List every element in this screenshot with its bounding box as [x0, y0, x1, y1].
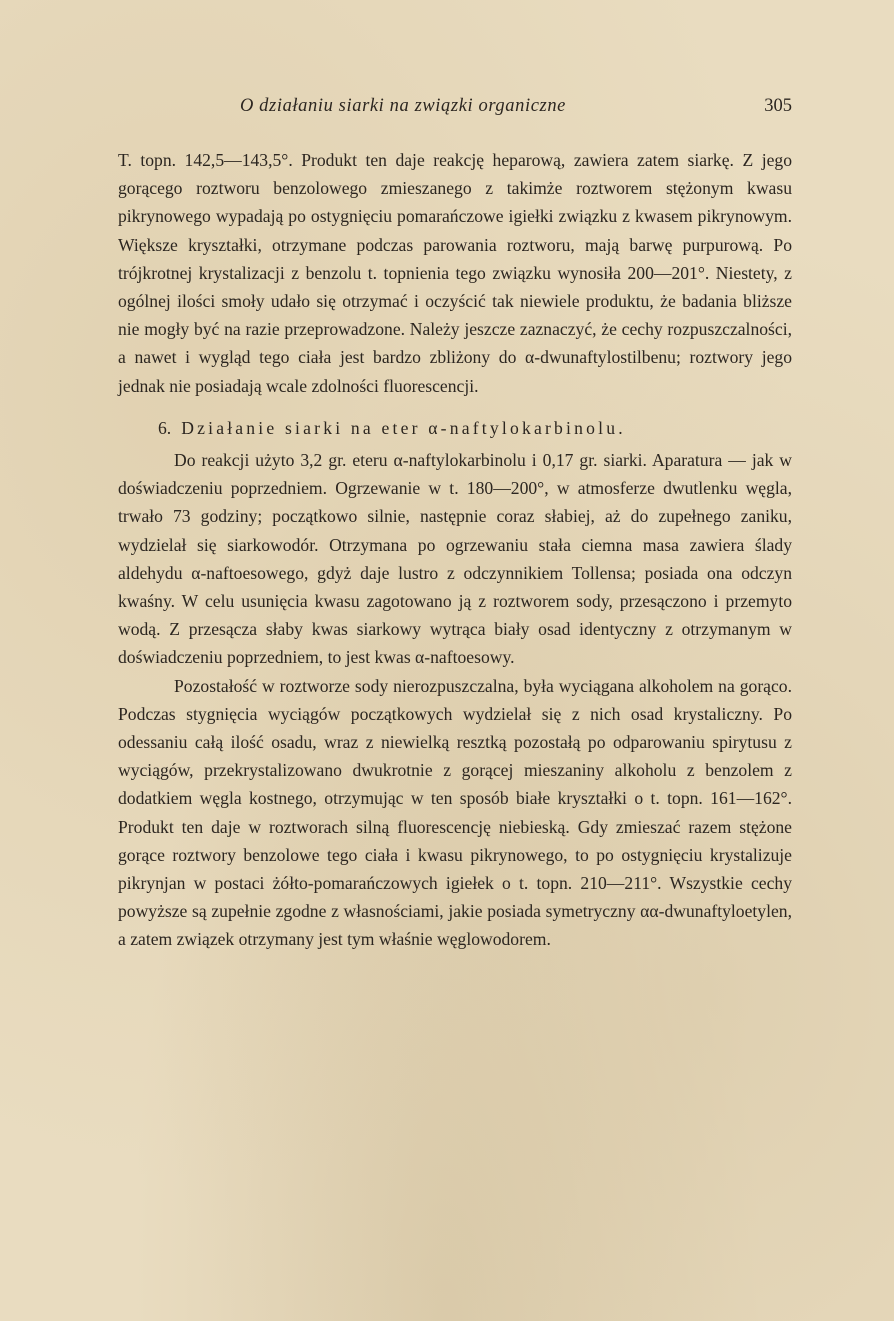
paragraph: Do reakcji użyto 3,2 gr. eteru α-naftylokarbinolu i 0,17 gr. siarki. Aparatura — jak w doświadczeniu poprzedniem. Ogrzewanie w t. 180—200°, w atmosferze dwutlenku węgla, trwało 73 godziny; początkowo silnie, następnie coraz słabiej, aż do zupełnego zaniku, wydzielał się siarkowodór. Otrzymana po ogrzewaniu stała ciemna masa zawiera ślady aldehydu α-naftoesowego, gdyż daje lustro z odczynnikiem Tollensa; posiada ona odczyn kwaśny. W celu usunięcia kwasu zagotowano ją z roztworem sody, przesączono i przemyto wodą. Z przesącza słaby kwas siarkowy wytrąca biały osad identyczny z otrzymanym w doświadczeniu poprzedniem, to jest kwas α-naftoesowy. [118, 450, 792, 668]
section-heading [118, 414, 792, 442]
section-number: 6. [158, 417, 172, 438]
body-text [118, 146, 792, 954]
section-title: Działanie siarki na eter α-naftylokarbinolu. [181, 417, 626, 438]
running-head [120, 96, 792, 120]
paragraph: Pozostałość w roztworze sody nierozpuszczalna, była wyciągana alkoholem na gorąco. Podczas stygnięcia wyciągów początkowych wydzielał się z nich osad krystaliczny. Po odessaniu całą ilość osadu, wraz z niewielką resztką pozostałą po odparowaniu spirytusu z wyciągów, przekrystalizowano dwukrotnie z gorącej mieszaniny alkoholu z benzolem z dodatkiem węgla kostnego, otrzymując w ten sposób białe kryształki o t. topn. 161—162°. Produkt ten daje w roztworach silną fluorescencję niebieską. Gdy zmieszać razem stężone gorące roztwory benzolowe tego ciała i kwasu pikrynowego, to po ostygnięciu krystalizuje pikrynjan w postaci żółto-pomarańczowych igiełek o t. topn. 210—211°. Wszystkie cechy powyższe są zupełnie zgodne z własnościami, jakie posiada symetryczny αα-dwunaftyloetylen, a zatem związek otrzymany jest tym właśnie węglowodorem. [118, 675, 792, 950]
running-title: O działaniu siarki na związki organiczne [240, 96, 566, 116]
paragraph-continued: T. topn. 142,5—143,5°. Produkt ten daje reakcję heparową, zawiera zatem siarkę. Z jego gorącego roztworu benzolowego zmieszanego z takimże roztworem stężonym kwasu pikrynowego wypadają po ostygnięciu pomarańczowe igiełki związku z kwasem pikrynowym. Większe kryształki, otrzymane podczas parowania roztworu, mają barwę purpurową. Po trójkrotnej krystalizacji z benzolu t. topnienia tego związku wynosiła 200—201°. Niestety, z ogólnej ilości smoły udało się otrzymać i oczyścić tak niewiele produktu, że badania bliższe nie mogły być na razie przeprowadzone. Należy jeszcze zaznaczyć, że cechy rozpuszczalności, a nawet i wygląd tego ciała jest bardzo zbliżony do α-dwunaftylostilbenu; roztwory jego jednak nie posiadają wcale zdolności fluorescencji. [118, 150, 792, 396]
page-number: 305 [764, 96, 792, 116]
